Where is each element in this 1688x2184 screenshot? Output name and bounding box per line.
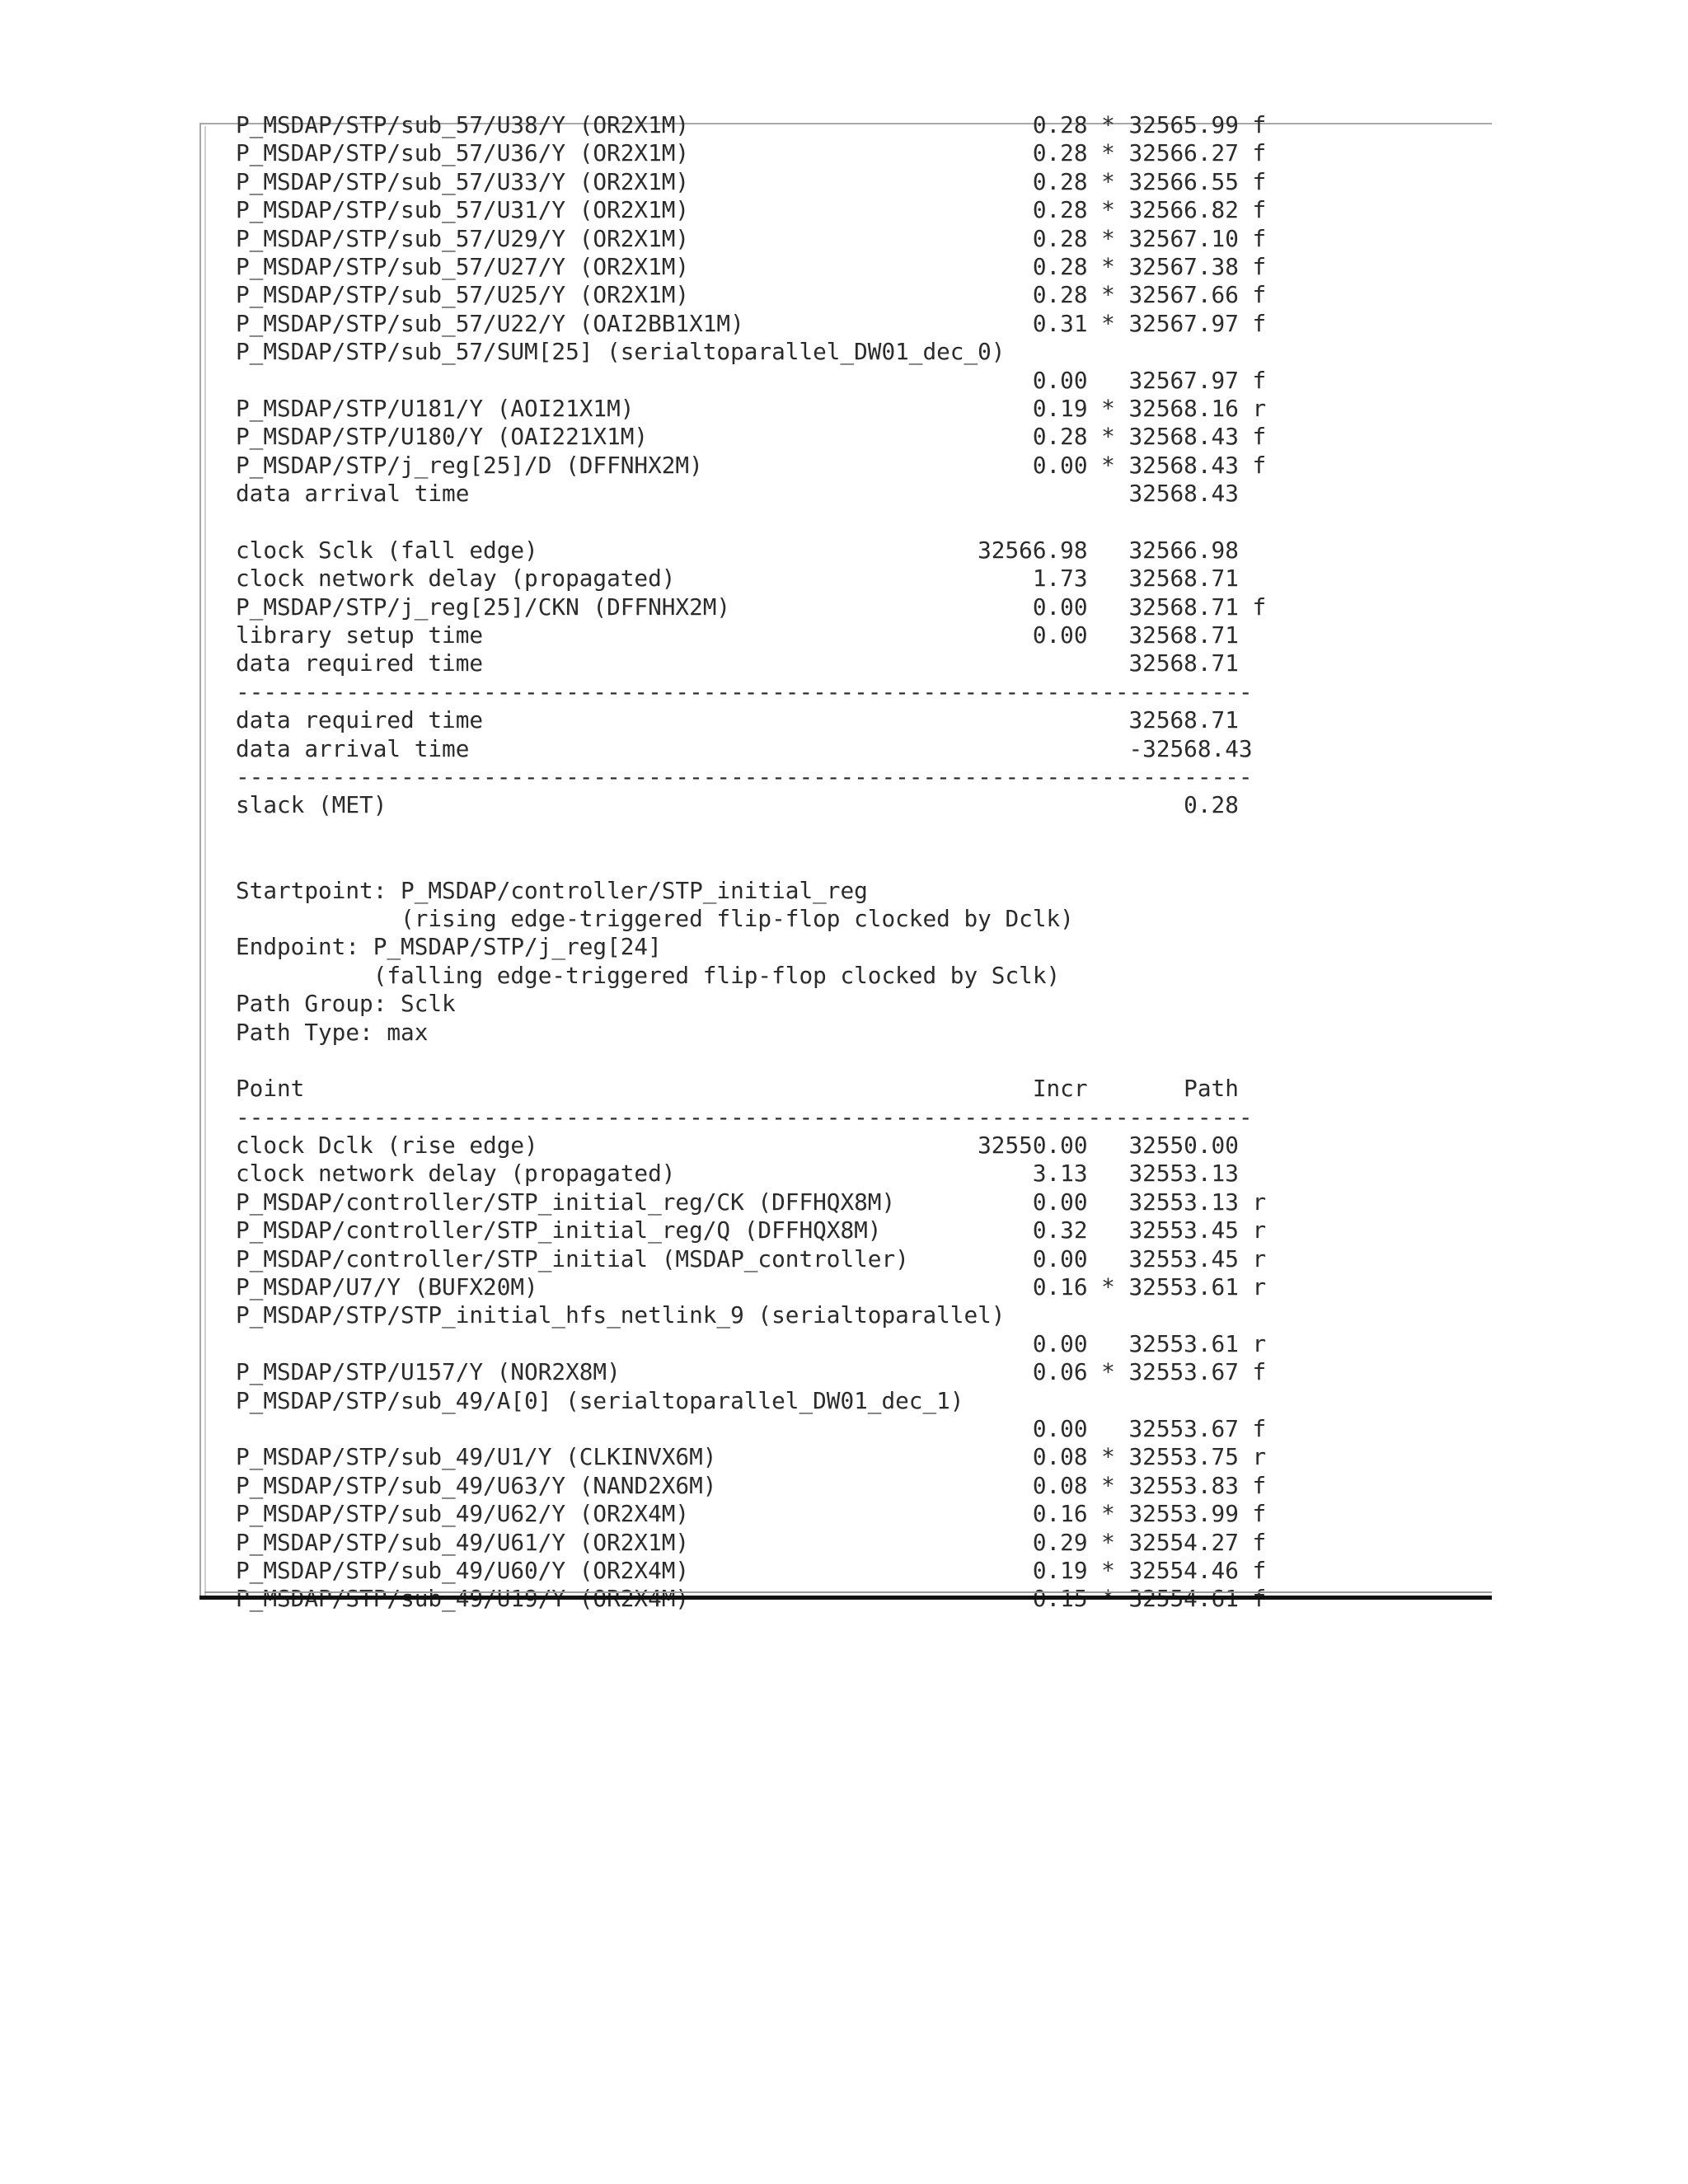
report-line — [236, 820, 1266, 848]
report-line: Endpoint: P_MSDAP/STP/j_reg[24] — [236, 933, 662, 961]
report-line: P_MSDAP/STP/sub_57/U31/Y (OR2X1M) 0.28 * 32566.82 f — [236, 196, 1267, 224]
report-line: clock Sclk (fall edge) 32566.98 32566.98 — [236, 536, 1239, 564]
timing-report-window — [199, 111, 1492, 1600]
report-line: P_MSDAP/STP/sub_49/U60/Y (OR2X4M) 0.19 * 32554.46 f — [236, 1556, 1267, 1584]
window-inner-bottom-border — [204, 1591, 1492, 1593]
report-line: P_MSDAP/STP/sub_57/U29/Y (OR2X1M) 0.28 * 32567.10 f — [236, 224, 1267, 252]
report-line: (rising edge-triggered flip-flop clocked by Dclk) — [236, 904, 1074, 932]
report-line: P_MSDAP/STP/sub_57/SUM[25] (serialtoparallel_DW01_dec_0) — [236, 338, 1006, 366]
report-line: data required time 32568.71 — [236, 649, 1239, 677]
report-line: Startpoint: P_MSDAP/controller/STP_initial_reg — [236, 876, 868, 904]
report-line: data arrival time -32568.43 — [236, 734, 1253, 762]
report-line: -------------------------------------------------------------------------- — [236, 762, 1253, 790]
report-line: 0.00 32567.97 f — [236, 366, 1267, 394]
report-line: P_MSDAP/STP/sub_57/U25/Y (OR2X1M) 0.28 * 32567.66 f — [236, 281, 1267, 309]
report-line: P_MSDAP/STP/j_reg[25]/CKN (DFFNHX2M) 0.00 32568.71 f — [236, 593, 1267, 621]
window-inner-left-border — [204, 126, 206, 1596]
report-line: P_MSDAP/STP/sub_57/U22/Y (OAI2BB1X1M) 0.31 * 32567.97 f — [236, 309, 1267, 337]
report-line: P_MSDAP/STP/sub_57/U36/Y (OR2X1M) 0.28 * 32566.27 f — [236, 139, 1267, 167]
report-line: P_MSDAP/STP/j_reg[25]/D (DFFNHX2M) 0.00 * 32568.43 f — [236, 451, 1267, 479]
report-line: 0.00 32553.61 r — [236, 1329, 1267, 1357]
report-line: P_MSDAP/U7/Y (BUFX20M) 0.16 * 32553.61 r — [236, 1273, 1267, 1301]
report-line: clock network delay (propagated) 1.73 32568.71 — [236, 565, 1239, 593]
timing-report-text — [236, 111, 1266, 1614]
report-line: P_MSDAP/STP/U180/Y (OAI221X1M) 0.28 * 32568.43 f — [236, 423, 1267, 451]
report-line: P_MSDAP/STP/sub_57/U33/Y (OR2X1M) 0.28 * 32566.55 f — [236, 167, 1267, 195]
report-line: P_MSDAP/STP/sub_49/U61/Y (OR2X1M) 0.29 * 32554.27 f — [236, 1528, 1267, 1556]
window-bottom-border — [199, 1596, 1492, 1600]
report-line: (falling edge-triggered flip-flop clocked by Sclk) — [236, 961, 1061, 989]
report-line: library setup time 0.00 32568.71 — [236, 621, 1239, 649]
report-line: P_MSDAP/controller/STP_initial_reg/Q (DFFHQX8M) 0.32 32553.45 r — [236, 1216, 1267, 1244]
report-line — [236, 508, 1266, 536]
report-line: P_MSDAP/STP/sub_49/U62/Y (OR2X4M) 0.16 * 32553.99 f — [236, 1500, 1267, 1528]
report-line: P_MSDAP/controller/STP_initial_reg/CK (DFFHQX8M) 0.00 32553.13 r — [236, 1188, 1267, 1216]
report-line: -------------------------------------------------------------------------- — [236, 1103, 1253, 1131]
report-line: 0.00 32553.67 f — [236, 1414, 1267, 1442]
report-line: P_MSDAP/STP/U181/Y (AOI21X1M) 0.19 * 32568.16 r — [236, 394, 1267, 422]
report-line: P_MSDAP/STP/U157/Y (NOR2X8M) 0.06 * 32553.67 f — [236, 1358, 1267, 1386]
report-line: P_MSDAP/STP/sub_49/A[0] (serialtoparallel_DW01_dec_1) — [236, 1386, 964, 1414]
report-line: P_MSDAP/STP/sub_49/U63/Y (NAND2X6M) 0.08 * 32553.83 f — [236, 1471, 1267, 1499]
report-line — [236, 848, 1266, 876]
report-line: P_MSDAP/STP/sub_49/U1/Y (CLKINVX6M) 0.08 * 32553.75 r — [236, 1443, 1267, 1471]
report-line: Path Group: Sclk — [236, 990, 456, 1018]
report-line: clock network delay (propagated) 3.13 32553.13 — [236, 1160, 1239, 1188]
window-left-border — [199, 123, 201, 1600]
report-line: P_MSDAP/controller/STP_initial (MSDAP_controller) 0.00 32553.45 r — [236, 1244, 1267, 1272]
report-line: data required time 32568.71 — [236, 706, 1239, 734]
report-line: Point Incr Path — [236, 1075, 1239, 1103]
report-line: Path Type: max — [236, 1018, 429, 1046]
report-line: P_MSDAP/STP/sub_57/U38/Y (OR2X1M) 0.28 * 32565.99 f — [236, 111, 1267, 138]
report-line: clock Dclk (rise edge) 32550.00 32550.00 — [236, 1132, 1239, 1160]
report-line: -------------------------------------------------------------------------- — [236, 677, 1253, 705]
report-line: slack (MET) 0.28 — [236, 791, 1239, 819]
report-line: P_MSDAP/STP/sub_57/U27/Y (OR2X1M) 0.28 * 32567.38 f — [236, 252, 1267, 280]
report-line — [236, 1047, 1266, 1075]
report-line: data arrival time 32568.43 — [236, 480, 1239, 508]
report-text-viewport[interactable] — [236, 111, 1472, 1591]
report-line: P_MSDAP/STP/STP_initial_hfs_netlink_9 (serialtoparallel) — [236, 1301, 1006, 1329]
